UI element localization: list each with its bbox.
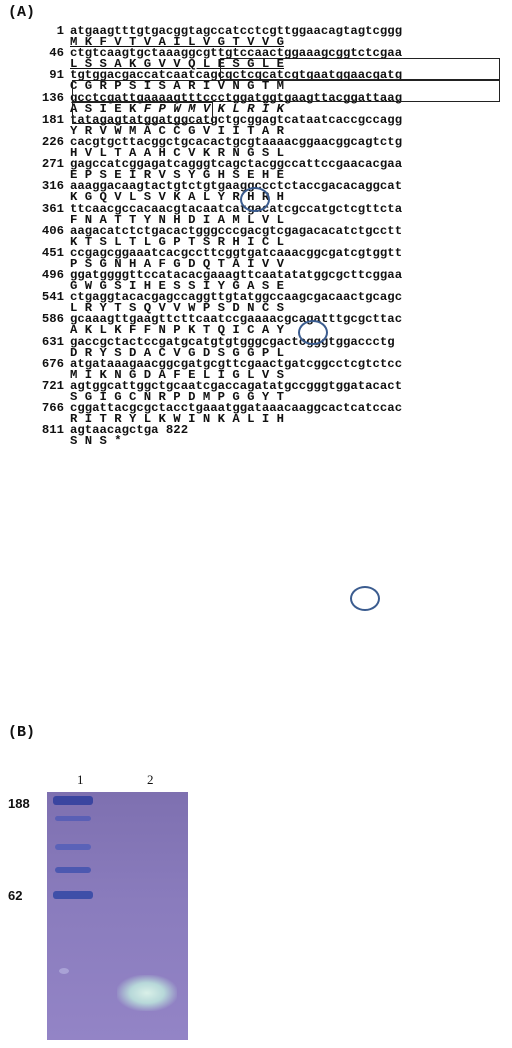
sequence-block: [8, 112, 508, 138]
sequence-block: [8, 245, 508, 271]
sequence-block: [8, 201, 508, 227]
marker-band-188: [53, 796, 93, 805]
amino-acid-line: S N S *: [70, 434, 122, 449]
sequence-position: 406: [41, 223, 64, 238]
amino-acid-line: Y R V W M A C C G V I I T A R: [70, 123, 285, 138]
amino-acid-line: A S I E K F P W M V K L R I K: [70, 101, 285, 116]
amino-acid-line: M I K N G D A F E L I G L V S: [70, 367, 285, 382]
panel-b-label: (B): [8, 724, 36, 741]
nucleotide-line: gaccgctactccgatgcatgtgtgggcgactcgggtggaccctg: [70, 334, 395, 349]
marker-band-62: [53, 891, 93, 899]
sequence-position: 721: [41, 379, 64, 393]
sequence-position: 811: [41, 423, 64, 438]
sequence-position: 46: [49, 46, 64, 61]
sequence-position: 361: [41, 201, 64, 216]
sequence-block: [8, 270, 508, 292]
sequence-block: [8, 381, 508, 403]
nucleotide-line: ccgagcggaaatcacgccttcggtgatcaaacggcgatcgtggtt: [70, 245, 403, 260]
sequence-position: 451: [41, 245, 64, 260]
sequence-block: [8, 134, 508, 160]
sequence-block: [8, 292, 508, 314]
nucleotide-line: gcctcgattgaaaagtttccctggatggtgaagttacggattaag: [70, 90, 403, 105]
sequence-block: [8, 90, 508, 116]
sequence-position: 226: [41, 134, 64, 149]
nucleotide-line: aaaggacaagtactgtctgtgaaggccctctaccgacacaggcat: [70, 179, 403, 194]
nucleotide-line: ggatggggttccatacacgaaagttcaatatatggcgcttcggaa: [70, 268, 403, 283]
nucleotide-line: agtggcattggctgcaatcgaccagatatgccgggtggatacact: [70, 379, 403, 393]
nucleotide-line: atgataaagaacggcgatgcgttcgaactgatcggcctcgtctcc: [70, 356, 403, 371]
marker-band: [55, 816, 91, 821]
lane-label-2: 2: [147, 772, 154, 787]
sequence-position: 496: [41, 268, 64, 283]
nucleotide-line: aagacatctctgacactgggcccgacgtcgagacacatctgcctt: [70, 223, 403, 238]
nucleotide-line: tatagagtatggatggcatgctgcggagtcataatcaccgccagg: [70, 112, 403, 127]
mw-marker-188: 188: [8, 796, 30, 811]
sequence-position: 766: [41, 401, 64, 416]
amino-acid-line: C G R P S I S A R I V N G T M: [70, 79, 285, 94]
nucleotide-line: ctgaggtacacgagccaggttgtatggccaagcgacaactgcagc: [70, 290, 403, 305]
sequence-position: 271: [41, 157, 64, 172]
sequence-position: 91: [49, 68, 64, 83]
sequence-position: 541: [41, 290, 64, 305]
sequence-block: [8, 425, 508, 447]
panel-a-label: (A): [8, 4, 36, 21]
marker-band: [55, 867, 91, 873]
sequence-block: [8, 223, 508, 249]
sequence-block: [8, 48, 508, 70]
nucleotide-line: atgaagtttgtgacggtagccatcctcgttggaacagtagtcggg: [70, 24, 403, 38]
sequence-position: 586: [41, 312, 64, 327]
amino-acid-line: K G Q V L S V K A L Y R H R H: [70, 190, 285, 205]
amino-acid-line: R I T R Y L K W I N K A L I H: [70, 412, 285, 427]
sequence-position: 181: [41, 112, 64, 127]
sequence-block: [8, 314, 508, 336]
nucleotide-line: agtaacagctga 822: [70, 423, 189, 438]
sequence-position: 316: [41, 179, 64, 194]
amino-acid-line: F N A T T Y N H D I A M L V L: [70, 212, 285, 227]
amino-acid-line: K T S L T L G P T S R H I C L: [70, 234, 285, 249]
nucleotide-line: cggattacgcgctacctgaaatggataaacaaggcactcatccac: [70, 401, 403, 416]
sample-smear: [117, 975, 177, 1011]
amino-acid-line: L S S A K G V V Q L E S G L E: [70, 57, 285, 72]
sequence-block: [8, 403, 508, 425]
amino-acid-line: D R Y S D A C V G D S G G P L: [70, 345, 285, 360]
sequence-block: [8, 181, 508, 203]
sequence-block: [8, 334, 508, 360]
sequence-block: [8, 70, 508, 92]
sequence-position: 676: [41, 356, 64, 371]
nucleotide-line: gcaaagttgaagttcttcaatccgaaaacgcagatttgcgcttac: [70, 312, 403, 327]
sequence-position: 1: [56, 24, 64, 38]
lane-label-1: 1: [77, 772, 84, 787]
marker-band: [55, 844, 91, 850]
sequence-position: 136: [41, 90, 64, 105]
amino-acid-line: H V L T A A H C V K R N G S L: [70, 145, 285, 160]
sequence-block: [8, 159, 508, 181]
nucleotide-line: tgtggacgaccatcaatcagcgctcgcatcgtgaatggaacgatg: [70, 68, 403, 83]
marker-band: [59, 968, 69, 974]
nucleotide-line: gagccatcggagatcagggtcagctacggccattccgaacacgaa: [70, 157, 403, 172]
amino-acid-line: L R Y T S Q V V W P S D N C S: [70, 301, 285, 316]
sequence-block: [8, 356, 508, 382]
sequence-block: [8, 26, 508, 48]
sds-page-gel: [47, 792, 188, 1040]
amino-acid-line: M K F V T V A I L V G T V V G: [70, 35, 285, 49]
nucleotide-line: ttcaacgccacaacgtacaatcatgacatcgccatgctcgttcta: [70, 201, 403, 216]
amino-acid-line: S G I G C N R P D M P G G Y T: [70, 390, 285, 404]
amino-acid-line: P S G N H A F G D Q T A I V V: [70, 256, 285, 271]
sequence-listing: [8, 26, 508, 448]
sequence-position: 631: [41, 334, 64, 349]
nucleotide-line: ctgtcaagtgctaaaggcgttgtccaactggaaagcggtctcgaa: [70, 46, 403, 61]
nucleotide-line: cacgtgcttacggctgcacactgcgtaaaacggaacggcagtctg: [70, 134, 403, 149]
catalytic-ser-circle: [350, 586, 380, 611]
amino-acid-line: G W G S I H E S S I Y G A S E: [70, 279, 285, 294]
mw-marker-62: 62: [8, 888, 23, 903]
amino-acid-line: E P S E I R V S Y G H S E H E: [70, 168, 285, 183]
amino-acid-line: A K L K F F N P K T Q I C A Y: [70, 323, 285, 338]
